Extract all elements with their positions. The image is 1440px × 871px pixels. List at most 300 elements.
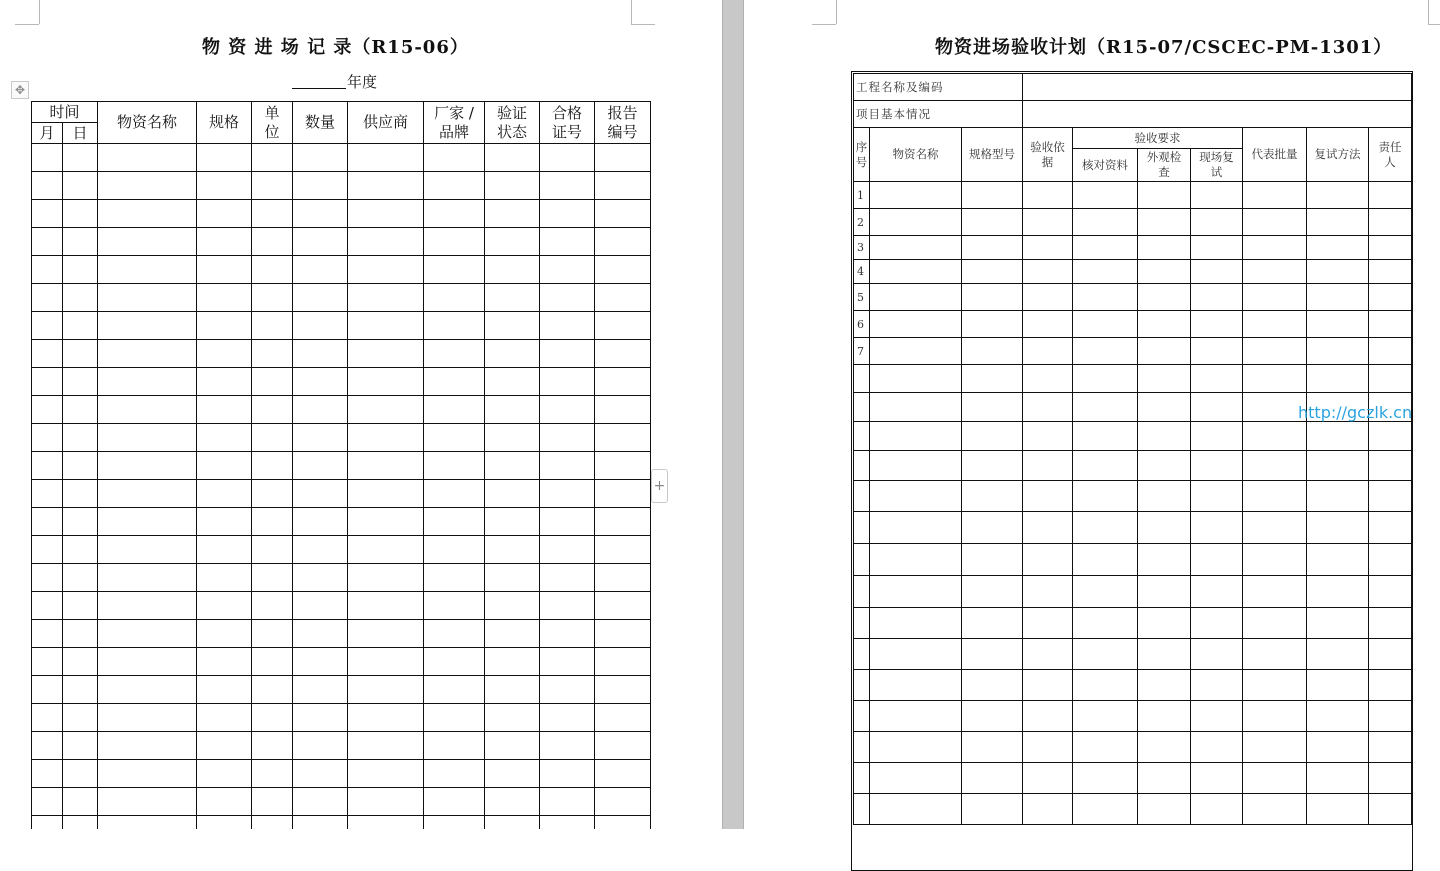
table-cell[interactable] (98, 536, 197, 564)
table-cell[interactable] (1191, 260, 1243, 284)
table-cell[interactable] (252, 256, 293, 284)
table-cell[interactable] (252, 592, 293, 620)
table-cell[interactable] (1073, 639, 1138, 670)
table-cell[interactable] (870, 576, 962, 608)
table-cell[interactable] (32, 536, 63, 564)
table-cell[interactable] (348, 340, 424, 368)
table-cell[interactable] (1138, 311, 1191, 338)
table-cell[interactable] (540, 228, 595, 256)
table-cell[interactable] (1138, 670, 1191, 701)
table-cell[interactable] (1073, 393, 1138, 422)
table-cell[interactable] (1307, 422, 1369, 451)
table-cell[interactable] (252, 172, 293, 200)
table-cell[interactable] (870, 670, 962, 701)
table-cell[interactable] (424, 508, 485, 536)
table-cell[interactable] (540, 144, 595, 172)
table-cell[interactable] (63, 676, 98, 704)
table-cell[interactable] (424, 648, 485, 676)
table-cell[interactable] (1138, 763, 1191, 794)
table-cell[interactable] (252, 284, 293, 312)
table-cell[interactable] (1073, 338, 1138, 365)
table-cell[interactable] (1243, 701, 1307, 732)
table-cell[interactable] (348, 452, 424, 480)
table-cell[interactable] (63, 312, 98, 340)
table-cell[interactable] (1307, 701, 1369, 732)
table-cell[interactable] (595, 788, 651, 816)
table-cell[interactable] (870, 451, 962, 481)
table-cell[interactable] (32, 284, 63, 312)
table-cell[interactable] (424, 480, 485, 508)
table-cell[interactable] (595, 508, 651, 536)
table-cell[interactable] (293, 536, 348, 564)
table-cell[interactable] (1023, 236, 1073, 260)
table-cell[interactable] (485, 256, 540, 284)
table-cell[interactable] (293, 620, 348, 648)
table-cell[interactable] (1369, 209, 1412, 236)
table-cell[interactable] (348, 760, 424, 788)
table-cell[interactable] (98, 592, 197, 620)
table-cell[interactable] (1073, 608, 1138, 639)
table-cell[interactable] (32, 564, 63, 592)
table-cell[interactable] (348, 788, 424, 816)
table-cell[interactable] (197, 620, 252, 648)
table-cell[interactable] (1138, 365, 1191, 393)
table-cell[interactable] (1073, 544, 1138, 576)
table-cell[interactable] (252, 536, 293, 564)
table-cell[interactable] (595, 452, 651, 480)
table-cell[interactable] (252, 396, 293, 424)
table-cell[interactable] (1307, 794, 1369, 825)
table-cell[interactable] (1138, 260, 1191, 284)
table-cell[interactable] (98, 424, 197, 452)
table-cell[interactable] (1369, 260, 1412, 284)
table-cell[interactable] (293, 732, 348, 760)
table-cell[interactable] (595, 144, 651, 172)
table-cell[interactable] (1307, 732, 1369, 763)
table-cell[interactable] (1243, 608, 1307, 639)
table-cell[interactable] (1023, 481, 1073, 512)
table-cell[interactable] (1191, 544, 1243, 576)
table-cell[interactable] (595, 424, 651, 452)
table-cell[interactable] (197, 592, 252, 620)
table-cell[interactable] (197, 452, 252, 480)
table-cell[interactable] (293, 256, 348, 284)
table-cell[interactable] (32, 732, 63, 760)
table-cell[interactable] (1138, 451, 1191, 481)
table-cell[interactable] (485, 760, 540, 788)
table-cell[interactable] (595, 676, 651, 704)
table-cell[interactable] (1138, 182, 1191, 209)
table-cell[interactable] (870, 393, 962, 422)
table-cell[interactable] (424, 676, 485, 704)
table-cell[interactable] (1191, 732, 1243, 763)
table-cell[interactable] (424, 732, 485, 760)
table-cell[interactable] (32, 480, 63, 508)
table-cell[interactable] (1243, 670, 1307, 701)
table-cell[interactable] (595, 368, 651, 396)
table-cell[interactable] (424, 340, 485, 368)
table-cell[interactable] (870, 209, 962, 236)
table-cell[interactable] (252, 704, 293, 732)
table-cell[interactable] (1369, 481, 1412, 512)
table-cell[interactable] (1138, 732, 1191, 763)
table-cell[interactable] (1191, 393, 1243, 422)
table-cell[interactable] (197, 508, 252, 536)
table-cell[interactable] (1307, 284, 1369, 311)
table-cell[interactable] (1369, 311, 1412, 338)
table-cell[interactable] (293, 480, 348, 508)
table-cell[interactable] (63, 508, 98, 536)
table-cell[interactable] (197, 368, 252, 396)
table-cell[interactable] (63, 424, 98, 452)
table-cell[interactable] (540, 312, 595, 340)
table-cell[interactable] (252, 732, 293, 760)
table-cell[interactable] (595, 396, 651, 424)
table-cell[interactable] (1073, 284, 1138, 311)
table-cell[interactable] (348, 284, 424, 312)
table-cell[interactable] (485, 480, 540, 508)
table-cell[interactable] (485, 536, 540, 564)
table-cell[interactable] (1023, 182, 1073, 209)
table-cell[interactable] (962, 422, 1023, 451)
table-cell[interactable] (293, 144, 348, 172)
table-cell[interactable] (63, 284, 98, 312)
table-cell[interactable] (63, 704, 98, 732)
table-cell[interactable] (424, 592, 485, 620)
table-cell[interactable] (1307, 639, 1369, 670)
table-cell[interactable] (485, 592, 540, 620)
table-cell[interactable] (348, 424, 424, 452)
table-cell[interactable] (252, 620, 293, 648)
table-cell[interactable] (595, 172, 651, 200)
table-cell[interactable] (424, 228, 485, 256)
table-cell[interactable] (485, 564, 540, 592)
table-cell[interactable] (98, 508, 197, 536)
table-cell[interactable] (1073, 763, 1138, 794)
table-cell[interactable] (197, 256, 252, 284)
table-cell[interactable] (485, 312, 540, 340)
table-cell[interactable] (540, 172, 595, 200)
table-cell[interactable] (1073, 182, 1138, 209)
table-cell[interactable] (98, 760, 197, 788)
table-cell[interactable] (252, 760, 293, 788)
table-cell[interactable] (1369, 732, 1412, 763)
table-cell[interactable] (1023, 576, 1073, 608)
table-cell[interactable] (293, 228, 348, 256)
table-cell[interactable] (252, 200, 293, 228)
table-cell[interactable] (870, 794, 962, 825)
table-cell[interactable] (32, 760, 63, 788)
table-cell[interactable] (1138, 794, 1191, 825)
table-cell[interactable] (1307, 670, 1369, 701)
table-cell[interactable] (1307, 512, 1369, 544)
table-cell[interactable] (1307, 576, 1369, 608)
table-cell[interactable] (1073, 670, 1138, 701)
table-cell[interactable] (348, 592, 424, 620)
table-cell[interactable] (424, 200, 485, 228)
table-cell[interactable] (348, 368, 424, 396)
table-cell[interactable] (348, 816, 424, 830)
table-cell[interactable] (540, 536, 595, 564)
table-cell[interactable] (1023, 670, 1073, 701)
table-cell[interactable] (1369, 512, 1412, 544)
table-cell[interactable] (540, 816, 595, 830)
table-cell[interactable] (1138, 284, 1191, 311)
table-cell[interactable] (1073, 732, 1138, 763)
table-cell[interactable] (32, 228, 63, 256)
table-cell[interactable] (98, 816, 197, 830)
table-cell[interactable] (485, 340, 540, 368)
table-cell[interactable] (293, 368, 348, 396)
table-cell[interactable] (1191, 451, 1243, 481)
table-cell[interactable] (63, 788, 98, 816)
table-cell[interactable] (348, 144, 424, 172)
table-cell[interactable] (1243, 544, 1307, 576)
table-cell[interactable] (63, 648, 98, 676)
plus-icon[interactable]: + (651, 469, 668, 503)
table-cell[interactable] (424, 144, 485, 172)
table-cell[interactable] (1369, 763, 1412, 794)
table-cell[interactable] (540, 452, 595, 480)
table-cell[interactable] (1243, 209, 1307, 236)
table-cell[interactable] (1073, 512, 1138, 544)
table-cell[interactable] (293, 816, 348, 830)
table-cell[interactable] (870, 365, 962, 393)
table-cell[interactable] (1243, 365, 1307, 393)
table-cell[interactable] (98, 228, 197, 256)
table-cell[interactable] (1023, 284, 1073, 311)
table-cell[interactable] (197, 704, 252, 732)
table-cell[interactable] (1023, 763, 1073, 794)
table-cell[interactable] (1243, 576, 1307, 608)
table-cell[interactable] (252, 312, 293, 340)
table-cell[interactable] (1191, 311, 1243, 338)
table-cell[interactable] (293, 284, 348, 312)
table-cell[interactable] (348, 732, 424, 760)
table-cell[interactable] (1307, 481, 1369, 512)
table-cell[interactable] (1243, 260, 1307, 284)
table-cell[interactable] (540, 508, 595, 536)
table-cell[interactable] (962, 481, 1023, 512)
table-cell[interactable] (32, 424, 63, 452)
table-cell[interactable] (962, 451, 1023, 481)
table-cell[interactable] (32, 648, 63, 676)
table-cell[interactable] (293, 760, 348, 788)
table-cell[interactable] (98, 256, 197, 284)
table-cell[interactable] (293, 676, 348, 704)
table-cell[interactable] (98, 620, 197, 648)
table-cell[interactable] (98, 368, 197, 396)
table-cell[interactable] (98, 788, 197, 816)
table-cell[interactable] (63, 228, 98, 256)
table-cell[interactable] (1073, 236, 1138, 260)
table-cell[interactable] (962, 236, 1023, 260)
table-cell[interactable] (1138, 576, 1191, 608)
table-cell[interactable] (98, 312, 197, 340)
table-cell[interactable] (485, 788, 540, 816)
table-cell[interactable] (63, 816, 98, 830)
table-cell[interactable] (1307, 451, 1369, 481)
table-cell[interactable] (1243, 794, 1307, 825)
table-cell[interactable] (1073, 794, 1138, 825)
table-cell[interactable] (1243, 422, 1307, 451)
table-cell[interactable] (485, 396, 540, 424)
table-cell[interactable] (1243, 284, 1307, 311)
table-cell[interactable] (197, 676, 252, 704)
table-cell[interactable] (424, 620, 485, 648)
table-cell[interactable] (1073, 260, 1138, 284)
table-cell[interactable] (595, 200, 651, 228)
table-cell[interactable] (870, 311, 962, 338)
table-cell[interactable] (870, 236, 962, 260)
table-cell[interactable] (1138, 544, 1191, 576)
table-cell[interactable] (348, 704, 424, 732)
table-cell[interactable] (348, 648, 424, 676)
table-cell[interactable] (1138, 512, 1191, 544)
table-cell[interactable] (595, 816, 651, 830)
table-cell[interactable] (1243, 451, 1307, 481)
table-cell[interactable] (348, 620, 424, 648)
table-cell[interactable] (32, 620, 63, 648)
table-cell[interactable] (98, 452, 197, 480)
table-cell[interactable] (595, 620, 651, 648)
table-cell[interactable] (962, 608, 1023, 639)
table-cell[interactable] (293, 648, 348, 676)
table-cell[interactable] (1138, 338, 1191, 365)
table-cell[interactable] (197, 340, 252, 368)
table-cell[interactable] (1243, 338, 1307, 365)
table-cell[interactable] (870, 260, 962, 284)
table-cell[interactable] (197, 732, 252, 760)
table-cell[interactable] (293, 564, 348, 592)
table-cell[interactable] (870, 481, 962, 512)
table-cell[interactable] (63, 564, 98, 592)
table-cell[interactable] (197, 788, 252, 816)
move-arrows-icon[interactable]: ✥ (11, 81, 29, 99)
table-cell[interactable] (252, 368, 293, 396)
table-cell[interactable] (595, 256, 651, 284)
table-cell[interactable] (197, 172, 252, 200)
table-cell[interactable] (197, 396, 252, 424)
table-cell[interactable] (348, 228, 424, 256)
table-cell[interactable] (962, 544, 1023, 576)
table-cell[interactable] (1307, 365, 1369, 393)
table-cell[interactable] (540, 704, 595, 732)
table-cell[interactable] (962, 639, 1023, 670)
table-cell[interactable] (962, 794, 1023, 825)
table-cell[interactable] (962, 260, 1023, 284)
table-cell[interactable] (1369, 182, 1412, 209)
table-cell[interactable] (595, 536, 651, 564)
table-cell[interactable] (595, 564, 651, 592)
table-cell[interactable] (424, 536, 485, 564)
table-cell[interactable] (1023, 260, 1073, 284)
table-cell[interactable] (1307, 338, 1369, 365)
table-cell[interactable] (485, 508, 540, 536)
table-cell[interactable] (870, 284, 962, 311)
table-cell[interactable] (1138, 236, 1191, 260)
table-cell[interactable] (1369, 365, 1412, 393)
table-cell[interactable] (63, 200, 98, 228)
table-cell[interactable] (63, 732, 98, 760)
table-cell[interactable] (63, 172, 98, 200)
table-cell[interactable] (1191, 763, 1243, 794)
table-cell[interactable] (485, 368, 540, 396)
table-cell[interactable] (32, 816, 63, 830)
table-cell[interactable] (197, 228, 252, 256)
table-cell[interactable] (252, 424, 293, 452)
table-cell[interactable] (1023, 422, 1073, 451)
table-cell[interactable] (962, 670, 1023, 701)
table-cell[interactable] (293, 200, 348, 228)
table-cell[interactable] (252, 648, 293, 676)
table-cell[interactable] (32, 368, 63, 396)
table-cell[interactable] (540, 256, 595, 284)
table-cell[interactable] (1073, 209, 1138, 236)
table-cell[interactable] (1369, 701, 1412, 732)
table-cell[interactable] (1369, 639, 1412, 670)
table-cell[interactable] (424, 564, 485, 592)
table-cell[interactable] (1307, 236, 1369, 260)
table-cell[interactable] (540, 732, 595, 760)
table-cell[interactable] (962, 365, 1023, 393)
table-cell[interactable] (293, 704, 348, 732)
table-cell[interactable] (293, 396, 348, 424)
table-cell[interactable] (1191, 639, 1243, 670)
table-cell[interactable] (348, 676, 424, 704)
table-cell[interactable] (962, 512, 1023, 544)
table-cell[interactable] (32, 312, 63, 340)
table-cell[interactable] (32, 340, 63, 368)
table-cell[interactable] (252, 340, 293, 368)
table-cell[interactable] (32, 676, 63, 704)
table-cell[interactable] (98, 200, 197, 228)
table-cell[interactable] (63, 592, 98, 620)
table-cell[interactable] (595, 284, 651, 312)
table-cell[interactable] (962, 284, 1023, 311)
table-cell[interactable] (348, 172, 424, 200)
table-cell[interactable] (1138, 481, 1191, 512)
table-cell[interactable] (962, 576, 1023, 608)
table-cell[interactable] (32, 200, 63, 228)
table-cell[interactable] (98, 172, 197, 200)
table-cell[interactable] (595, 648, 651, 676)
year-blank[interactable] (292, 88, 346, 89)
table-cell[interactable] (197, 424, 252, 452)
table-cell[interactable] (63, 144, 98, 172)
table-cell[interactable] (870, 732, 962, 763)
table-cell[interactable] (1243, 481, 1307, 512)
table-cell[interactable] (424, 284, 485, 312)
table-cell[interactable] (98, 564, 197, 592)
table-cell[interactable] (485, 144, 540, 172)
table-cell[interactable] (1138, 701, 1191, 732)
table-cell[interactable] (63, 536, 98, 564)
table-cell[interactable] (540, 676, 595, 704)
table-cell[interactable] (870, 338, 962, 365)
table-cell[interactable] (595, 228, 651, 256)
table-cell[interactable] (1307, 182, 1369, 209)
table-cell[interactable] (1023, 608, 1073, 639)
table-cell[interactable] (1369, 794, 1412, 825)
table-cell[interactable] (540, 368, 595, 396)
table-cell[interactable] (32, 144, 63, 172)
table-cell[interactable] (424, 452, 485, 480)
table-cell[interactable] (197, 536, 252, 564)
table-cell[interactable] (870, 639, 962, 670)
table-cell[interactable] (1191, 284, 1243, 311)
table-cell[interactable] (1307, 763, 1369, 794)
